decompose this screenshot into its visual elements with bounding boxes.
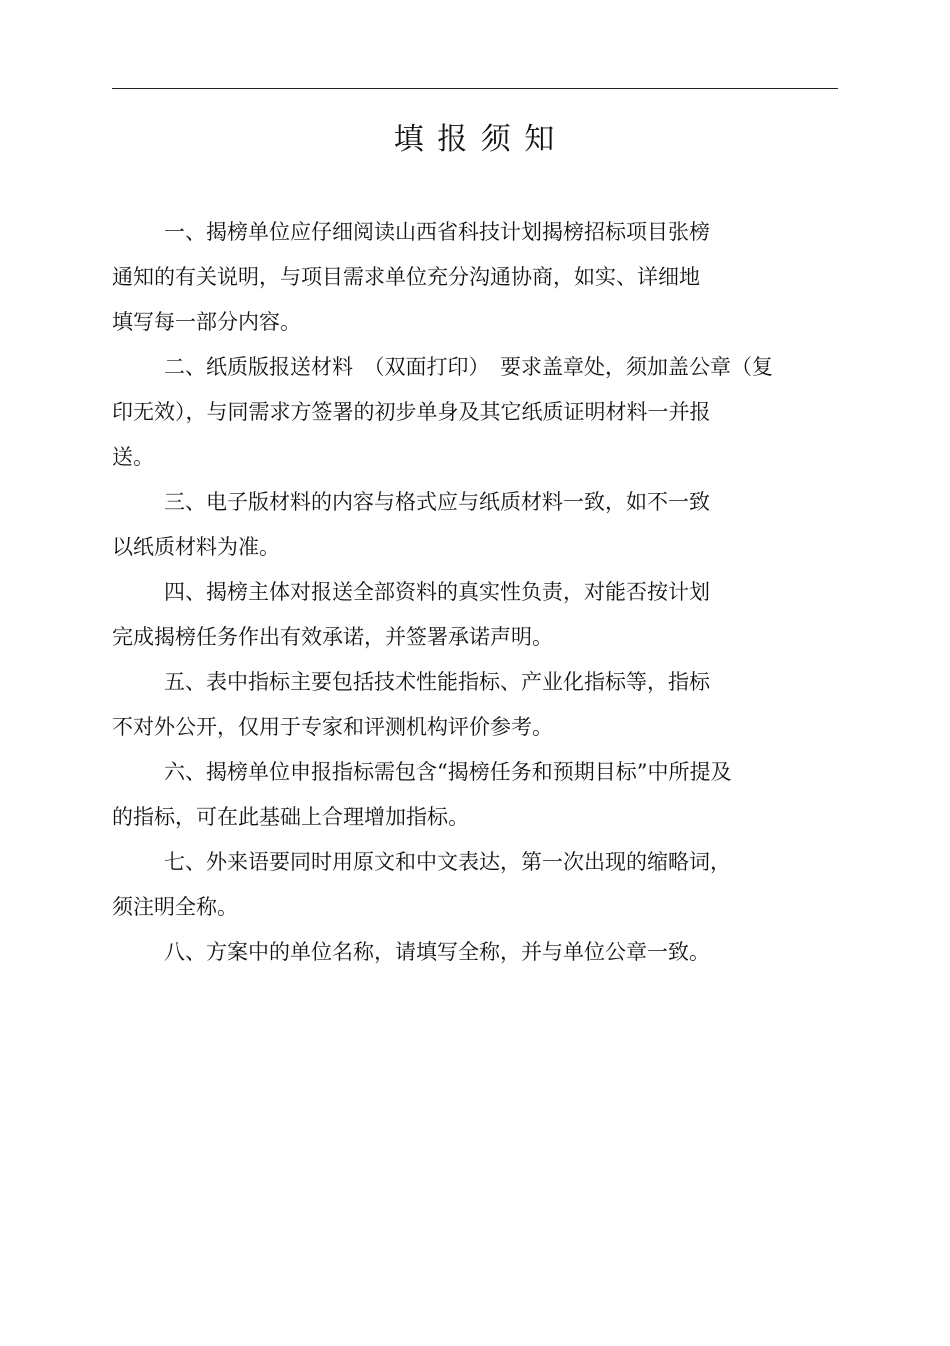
page-title: 填 报 须 知 [393, 122, 557, 157]
paragraph-6 [112, 750, 838, 840]
paragraph-line: 八、方案中的单位名称，请填写全称，并与单位公章一致。 [164, 940, 710, 964]
paragraph-line: 六、揭榜单位申报指标需包含“揭榜任务和预期目标”中所提及 [164, 760, 732, 784]
paragraph-line: 四、揭榜主体对报送全部资料的真实性负责，对能否按计划 [164, 580, 710, 604]
paragraph-line: 通知的有关说明，与项目需求单位充分沟通协商，如实、详细地 [112, 265, 700, 289]
paragraph-line: 一、揭榜单位应仔细阅读山西省科技计划揭榜招标项目张榜 [164, 220, 710, 244]
paragraph-3 [112, 480, 838, 570]
paragraph-8 [112, 930, 838, 975]
document-body [112, 210, 838, 975]
paragraph-line: 不对外公开，仅用于专家和评测机构评价参考。 [112, 715, 553, 739]
header-divider [112, 88, 838, 89]
paragraph-1 [112, 210, 838, 345]
paragraph-7 [112, 840, 838, 930]
paragraph-line: 二、纸质版报送材料 （双面打印） 要求盖章处，须加盖公章（复 [164, 355, 773, 379]
paragraph-line: 填写每一部分内容。 [112, 310, 301, 334]
paragraph-line: 三、电子版材料的内容与格式应与纸质材料一致，如不一致 [164, 490, 710, 514]
paragraph-2 [112, 345, 838, 480]
paragraph-line: 印无效），与同需求方签署的初步单身及其它纸质证明材料一并报 [112, 400, 711, 424]
paragraph-line: 完成揭榜任务作出有效承诺，并签署承诺声明。 [112, 625, 553, 649]
paragraph-line: 七、外来语要同时用原文和中文表达，第一次出现的缩略词， [164, 850, 731, 874]
paragraph-line: 五、表中指标主要包括技术性能指标、产业化指标等，指标 [164, 670, 710, 694]
paragraph-line: 须注明全称。 [112, 895, 238, 919]
paragraph-5 [112, 660, 838, 750]
paragraph-line: 的指标，可在此基础上合理增加指标。 [112, 805, 469, 829]
paragraph-line: 以纸质材料为准。 [112, 535, 280, 559]
paragraph-line: 送。 [112, 445, 154, 469]
paragraph-4 [112, 570, 838, 660]
